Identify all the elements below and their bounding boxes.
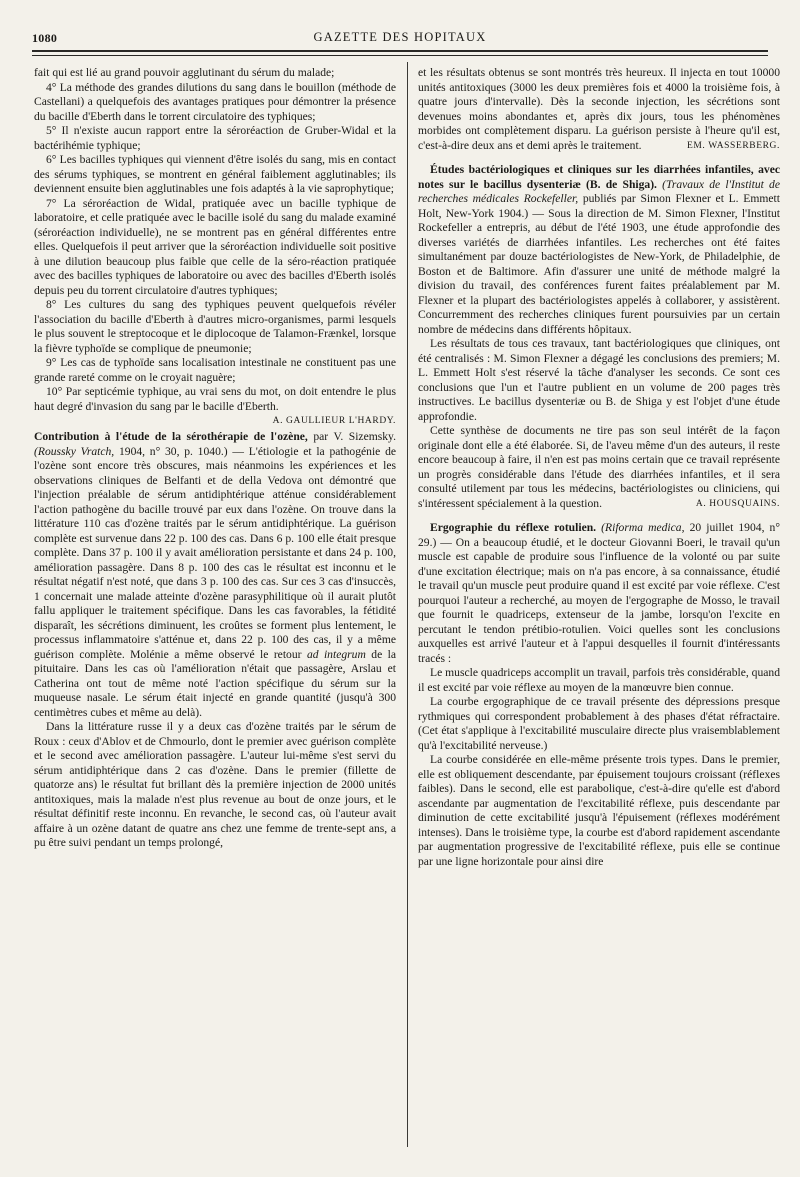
article-body: 1904, n° 30, p. 1040.) — L'étiologie et la pathogénie de l'ozène sont encore très obscures, mais néanmoins les expériences et les observations cliniques de Belfanti et de della Vedova ont démontré que l'injection préalable de sérum antidiphtérique atténue considérablement l'action pathogène du bacille trouvé par eux dans l'ozène. On trouve dans la littérature 110 cas d'ozène traités par le sérum antidiphtérique. La guérison complète est survenue dans 22 p. 100 des cas. Dans 6 p. 100 elle était presque complète. Dans 37 p. 100 il y avait amélioration persistante et dans 24 p. 100, amélioration passagère. Dans 8 p. 100 des cas le résultat est inconnu et le résultat négatif n'est noté, que dans 3 p. 100 des cas. Sur ces 3 cas d'insuccès, 1 concernait une malade atteinte d'ozène parasyphilitique où il aurait plutôt fallu appliquer le traitement spécifique. Dans les cas favorables, la fétidité disparaît, les sécrétions diminuent, les croûtes se forment plus lentement, le processus inflammatoire s'atténue et, dans 22 p. 100 des cas, il y a même guérison complète. Molénie a même observé le retour — [34, 444, 397, 661]
article-reflexe — [418, 521, 780, 869]
article-body-end: de la pituitaire. Dans les cas où l'amélioration n'était que passagère, Arslau et Catherina ont tout de même noté l'action spécifique du sérum sur la muqueuse nasale. Le sérum était injecté en grande quantité (jusqu'à 300 centimètres cubes et même au delà). — [34, 647, 396, 719]
conclusion-item: 7° La séroréaction de Widal, pratiquée avec un bacille typhique de laboratoire, et celle pratiquée avec le bacille isolé du sang du malade examiné (séroréaction individuelle), ne se montrent pas en général différentes entre elles. Quelquefois il peut arriver que la séroréaction individuelle soit positive à une dilution beaucoup plus faible que celle de la séro-réaction pratiquée avec des bacilles typhiques de laboratoire ou avec des bacilles d'Eberth isolés depuis peu du torrent circulatoire d'autres typhiques; — [34, 196, 396, 297]
article-text: Cette synthèse de documents ne tire pas son seul intérêt de la façon originale dont elle a été élaborée. Si, de l'aveu même d'un des auteurs, il reste encore beaucoup à faire, il n'en est pas moins certain que ce travail représente un progrès considérable dans l'étude des diarrhées infantiles, et il sera consulté utilement par tous les médecins, bactériologistes ou cliniciens, qui s'intéressent spécialement à la question. — [418, 424, 780, 510]
continued-text: et les résultats obtenus se sont montrés très heureux. Il injecta en tout 10000 unités antitoxiques (3000 les deux premières fois et 4000 la troisième fois, à quatre jours d'intervalle). Dès la seconde injection, les sécrétions sont devenues moins abondantes et, après dix jours, tous les phénomènes morbides ont complètement disparu. La guérison persiste à l'heure qu'il est, c'est-à-dire deux ans et demi après le traitement. — [418, 66, 780, 152]
author-signature: A. HOUSQUAINS. — [695, 498, 780, 509]
article-source: (Travaux de l'Institut de recherches médicales Rockefeller, — [418, 177, 780, 205]
conclusion-item: 5° Il n'existe aucun rapport entre la séroréaction de Gruber-Widal et la bactérihémie typhique; — [34, 124, 396, 152]
continued-paragraph: fait qui est lié au grand pouvoir agglutinant du sérum du malade; — [34, 66, 335, 79]
right-column — [418, 66, 780, 869]
continued-paragraph — [418, 66, 780, 153]
header-rule-thin — [32, 55, 768, 56]
article-source: (Riforma medica, — [601, 521, 685, 534]
article-paragraph: Dans la littérature russe il y a deux cas d'ozène traités par le sérum de Roux : ceux d'Ablov et de Chmourlo, dont le premier avec guérison complète et le second avec amélioration passagère. L'auteur lui-même s'est servi du sérum antidiphtérique dans 2 cas d'ozène. Dans le premier (fillette de quatorze ans) le résultat fut brillant dès la première injection de 2000 unités antitoxiques, mais la malade n'est plus revenue au bout de onze jours, et le résultat définitif reste inconnu. En revanche, le second cas, où l'auteur avait affaire à un ozène datant de quatre ans chez une femme de trente-sept ans, a pu être suivi pendant un temps prolongé, — [34, 720, 396, 849]
article-body: publiés par Simon Flexner et L. Emmett Holt, New-York 1904.) — Sous la direction de M. Simon Flexner, l'Institut Rockefeller a entrepris, au début de l'été 1903, une étude approfondie des diverses variétés de diarrhées infantiles. Les recherches ont été faites simultanément par douze bactériologistes de New-York, de Philadelphie, de Boston et de Baltimore. Afin d'assurer une unité de méthode malgré la division du travail, des conférences furent faites préalablement par M. Flexner et la plupart des bactériologistes appelés à collaborer, y assistèrent. Concurremment des recherches cliniques furent poursuivies par un certain nombre de médecins dans différents hôpitaux. — [418, 192, 780, 336]
article-title: Contribution à l'étude de la sérothérapie de l'ozène, — [34, 430, 308, 443]
article-ozene — [34, 430, 396, 851]
article-dysenteriae — [418, 163, 780, 511]
article-paragraph: La courbe ergographique de ce travail présente des dépressions presque rythmiques qui correspondent probablement à des phases d'état réfractaire. (Cet état s'applique à l'excitabilité musculaire directe plus vraisemblablement qu'à l'excitabilité nerveuse.) — [418, 695, 780, 752]
article-paragraph: Le muscle quadriceps accomplit un travail, parfois très considérable, quand il est excité par voie réflexe au moyen de la manœuvre bien connue. — [418, 666, 780, 694]
author-signature: A. GAULLIEUR L'HARDY. — [272, 416, 396, 426]
left-column — [34, 66, 396, 851]
conclusion-item: 6° Les bacilles typhiques qui viennent d'être isolés du sang, mis en contact des sérums typhiques, se montrent en général faiblement agglutinables; ils deviennent ensuite bien agglutinables une fois adaptés à la vie saprophytique; — [34, 153, 396, 195]
page-header — [32, 30, 768, 50]
article-title: Études bactériologiques et cliniques sur les diarrhées infantiles, avec notes sur le bacillus dysenteriæ (B. de Shiga). — [418, 163, 780, 191]
article-intro — [418, 163, 780, 337]
article-body: 20 juillet 1904, n° 29.) — On a beaucoup étudié, et le docteur Giovanni Boeri, le travail qu'un muscle est capable de produire sous l'influence de la volonté ou par suite d'une excitation électrique; mais on n'a pas encore, à sa connaissance, étudié le travail qu'un muscle peut produire quand il est excité par voie réflexe. C'est pourquoi l'auteur a recherché, au moyen de l'ergographe de Mosso, le travail que fournit le quadriceps, extenseur de la jambe, lorsqu'on l'excite en percutant le tendon prétibio-rotulien. Voici quelles sont les conclusions auxquelles est arrivé l'auteur et à l'appui desquelles il fournit d'intéressants tracés : — [418, 521, 780, 665]
conclusion-item: 8° Les cultures du sang des typhiques peuvent quelquefois révéler l'association du bacille d'Eberth à d'autres micro-organismes, parmi lesquels le plus souvent le streptocoque et le diplocoque de Talamon-Frænkel, lorsque la fièvre typhoïde se complique de pneumonie; — [34, 298, 396, 355]
column-divider — [407, 62, 408, 1147]
journal-title: GAZETTE DES HOPITAUX — [313, 30, 487, 44]
conclusion-item: 9° Les cas de typhoïde sans localisation intestinale ne constituent pas une grande rareté comme on le croyait naguère; — [34, 356, 396, 384]
article-paragraph: La courbe considérée en elle-même présente trois types. Dans le premier, elle est obliquement descendante, par épuisement toujours croissant (réflexes faibles). Dans le second, elle est parabolique, c'est-à-dire qu'elle est d'abord ascendante par augmentation de l'excitabilité réflexe, puis descendante par diminution de cette excitabilité jusqu'à l'épuisement (réflexes modérément intenses). Dans le troisième type, la courbe est d'abord rapidement ascendante par augmentation progressive de l'excitabilité réflexe, puis elle se continue par une ligne horizontale pour ainsi dire — [418, 753, 780, 868]
article-intro — [418, 521, 780, 666]
section-gap — [418, 511, 780, 521]
article-intro — [34, 430, 396, 720]
article-author: par V. Sizemsky. — [313, 430, 396, 443]
conclusion-item: 4° La méthode des grandes dilutions du sang dans le bouillon (méthode de Castellani) a quelquefois des avantages pratiques pour démontrer la présence du bacille d'Eberth dans le torrent circulatoire des typhiques; — [34, 80, 396, 123]
article-source: (Roussky Vratch, — [34, 444, 115, 458]
section-gap — [418, 153, 780, 163]
article-paragraph — [418, 424, 780, 511]
latin-phrase: ad integrum — [306, 647, 366, 661]
article-title: Ergographie du réflexe rotulien. — [430, 521, 597, 534]
header-rule-thick — [32, 50, 768, 52]
article-paragraph: Les résultats de tous ces travaux, tant bactériologiques que cliniques, ont été centralisés : M. Simon Flexner a dégagé les conclusions des premiers; M. L. Emmett Holt s'est réservé la tâche d'analyser les seconds. Ce sont ces conclusions que l'un et l'autre publient en un volume de 200 pages très instructives. Le bacillus dysenteriæ ou B. de Shiga y est l'objet d'une étude approfondie. — [418, 337, 780, 423]
page-number: 1080 — [32, 31, 58, 45]
author-signature: EM. WASSERBERG. — [686, 140, 780, 151]
conclusion-text: 10° Par septicémie typhique, au vrai sens du mot, on doit entendre le plus haut degré d'invasion du sang par le bacille d'Eberth. — [34, 385, 396, 413]
conclusion-item — [34, 385, 396, 426]
